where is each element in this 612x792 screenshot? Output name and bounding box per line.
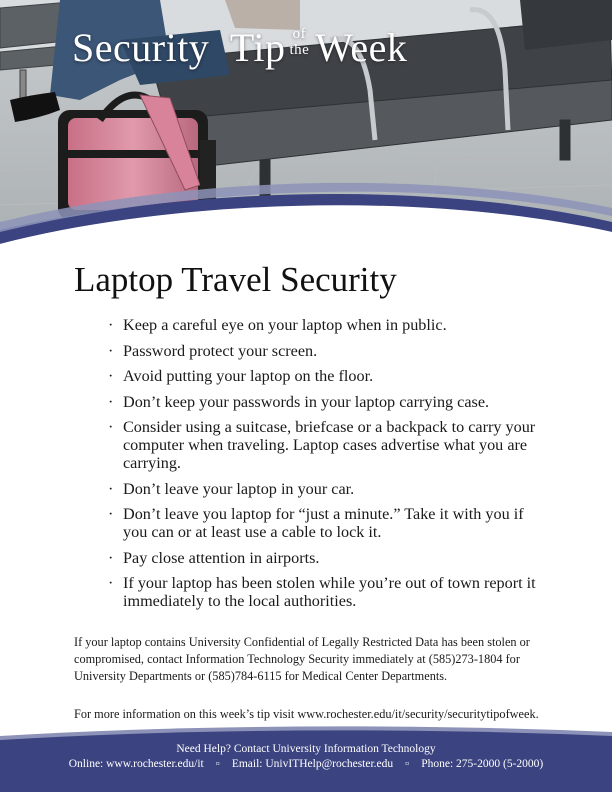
page-title: Laptop Travel Security [74,260,397,299]
list-item: · If your laptop has been stolen while you’re out of town report it immediately to the local authorities. [108,574,536,610]
bullet: · [108,505,114,523]
bullet: · [108,392,114,411]
series-title-word-tip: Tip [229,25,286,70]
tips-list [108,316,548,618]
footer-phone: Phone: 275-2000 (5-2000) [421,758,544,770]
bullet: · [108,574,114,592]
list-item: · Don’t leave you laptop for “just a minute.” Take it with you if you can or at least use a cable to lock it. [108,505,524,541]
series-title-word-security: Security [72,25,210,70]
series-title-of-the: of the [289,26,310,58]
footer-help-line: Need Help? Contact University Information Technology [176,743,436,755]
series-title-word-week: Week [315,25,408,70]
bullet: · [108,418,114,436]
list-item: · Consider using a suitcase, briefcase or a backpack to carry your computer when traveling. Laptop cases advertise what you are carrying. [108,418,536,472]
list-item: · Keep a careful eye on your laptop when in public. [108,316,447,334]
bullet: · [108,479,114,498]
footer-contact [0,742,612,772]
footer-separator: ▫ [215,758,220,770]
list-item: · Don’t leave your laptop in your car. [108,479,355,498]
footer-online-link[interactable]: Online: www.rochester.edu/it [68,758,204,770]
series-title [72,24,407,71]
footer-separator: ▫ [405,758,410,770]
hero-photo [0,0,612,262]
list-item: · Avoid putting your laptop on the floor. [108,367,374,385]
bullet: · [108,316,114,334]
list-item: · Don’t keep your passwords in your laptop carrying case. [108,392,490,411]
more-info-line: For more information on this week’s tip visit www.rochester.edu/it/security/securitytipofweek. [74,707,539,721]
list-item: · Password protect your screen. [108,341,318,360]
bullet: · [108,548,114,567]
footer-email-link[interactable]: Email: UnivITHelp@rochester.edu [231,758,394,770]
incident-notice: If your laptop contains University Confidential of Legally Restricted Data has been stolen or compromised, contact Information Technology Security immediately at (585)273-1804 for University Departments or (585)784-6115 for Medical Center Departments. [74,635,530,683]
list-item: · Pay close attention in airports. [108,548,320,567]
bullet: · [108,367,114,385]
bullet: · [108,341,114,360]
